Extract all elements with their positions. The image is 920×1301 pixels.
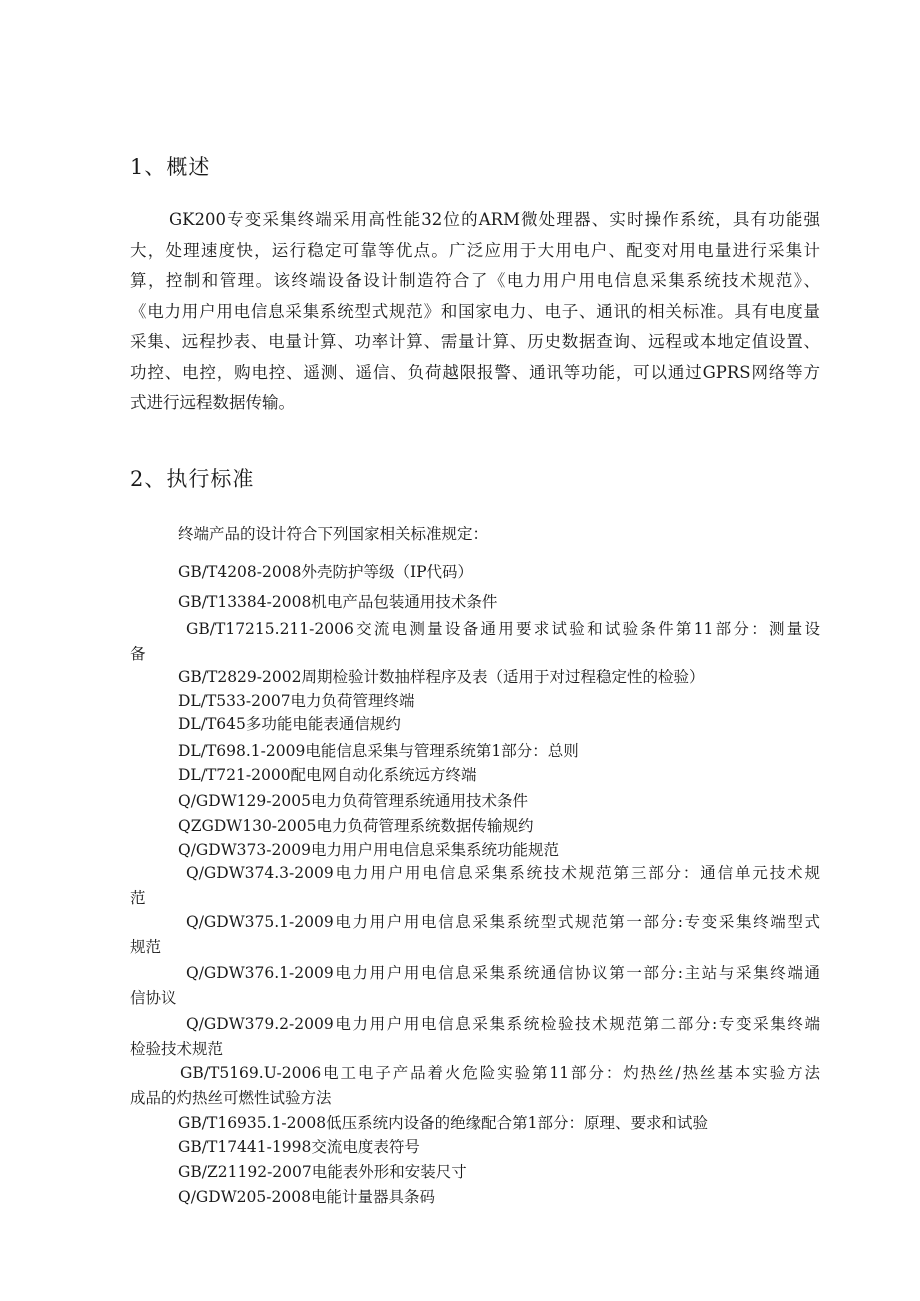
paragraph-line: GK200专变采集终端采用高性能32位的ARM微处理器、实时操作系统，具有功能强 bbox=[169, 210, 820, 229]
paragraph-line: 采集、远程抄表、电量计算、功率计算、需量计算、历史数据查询、远程或本地定值设置、 bbox=[130, 332, 820, 351]
standard-item-line: Q/GDW376.1-2009电力用户用电信息采集系统通信协议第一部分:主站与采集终端通 bbox=[186, 964, 820, 982]
standard-item: GB/Z21192-2007电能表外形和安装尺寸 bbox=[178, 1163, 467, 1181]
paragraph-line: 大，处理速度快，运行稳定可靠等优点。广泛应用于大用电户、配变对用电量进行采集计 bbox=[130, 240, 820, 260]
standard-item-line: Q/GDW374.3-2009电力用户用电信息采集系统技术规范第三部分：通信单元技术规 bbox=[186, 864, 820, 882]
standard-item-wrapped bbox=[130, 910, 820, 959]
section-1-heading: 1、概述 bbox=[130, 155, 211, 179]
paragraph-line: 式进行远程数据传输。 bbox=[130, 393, 295, 412]
paragraph-line: 《电力用户用电信息采集系统型式规范》和国家电力、电子、通讯的相关标准。具有电度量 bbox=[130, 301, 820, 321]
standard-item-line: 范 bbox=[130, 888, 146, 907]
standard-item: Q/GDW205-2008电能计量器具条码 bbox=[178, 1188, 435, 1206]
standard-item: DL/T721-2000配电网自动化系统远方终端 bbox=[178, 766, 477, 784]
standard-item: DL/T645多功能电能表通信规约 bbox=[178, 715, 401, 733]
standard-item-wrapped bbox=[130, 961, 820, 1010]
standard-item: Q/GDW373-2009电力用户用电信息采集系统功能规范 bbox=[178, 841, 559, 859]
standard-item-line: GB/T5169.U-2006电工电子产品着火危险实验第11部分：灼热丝/热丝基本实验方法 bbox=[180, 1064, 820, 1082]
standard-item-line: 检验技术规范 bbox=[130, 1039, 224, 1058]
standard-item-line: 成品的灼热丝可燃性试验方法 bbox=[130, 1088, 332, 1107]
standard-item: QZGDW130-2005电力负荷管理系统数据传输规约 bbox=[178, 817, 534, 835]
standard-item: GB/T16935.1-2008低压系统内设备的绝缘配合第1部分：原理、要求和试验 bbox=[178, 1114, 708, 1132]
standard-item-wrapped bbox=[130, 1012, 820, 1061]
standard-item: GB/T4208-2008外壳防护等级（IP代码） bbox=[178, 563, 474, 581]
standard-item: GB/T17441-1998交流电度表符号 bbox=[178, 1138, 420, 1156]
standard-item-line: 规范 bbox=[130, 937, 162, 956]
standards-intro: 终端产品的设计符合下列国家相关标准规定： bbox=[178, 525, 489, 543]
section-2-heading: 2、执行标准 bbox=[130, 467, 255, 491]
standard-item: GB/T2829-2002周期检验计数抽样程序及表（适用于对过程稳定性的检验） bbox=[178, 668, 705, 686]
section-1-paragraph bbox=[130, 205, 820, 419]
standard-item: DL/T698.1-2009电能信息采集与管理系统第1部分：总则 bbox=[178, 742, 579, 760]
standard-item: DL/T533-2007电力负荷管理终端 bbox=[178, 692, 415, 710]
standard-item: GB/T13384-2008机电产品包装通用技术条件 bbox=[178, 593, 498, 611]
standard-item-wrapped bbox=[130, 617, 820, 666]
standard-item-wrapped bbox=[130, 861, 820, 910]
standard-item-line: 备 bbox=[130, 644, 146, 663]
paragraph-line: 功控、电控，购电控、遥测、遥信、负荷越限报警、通讯等功能，可以通过GPRS网络等方 bbox=[130, 362, 820, 382]
standard-item-line: GB/T17215.211-2006交流电测量设备通用要求试验和试验条件第11部分：测量设 bbox=[186, 620, 820, 638]
paragraph-line: 算，控制和管理。该终端设备设计制造符合了《电力用户用电信息采集系统技术规范》、 bbox=[130, 271, 820, 290]
standard-item-line: 信协议 bbox=[130, 988, 177, 1007]
standard-item: Q/GDW129-2005电力负荷管理系统通用技术条件 bbox=[178, 792, 528, 810]
standard-item-line: Q/GDW375.1-2009电力用户用电信息采集系统型式规范第一部分:专变采集终端型式 bbox=[186, 913, 820, 931]
standard-item-line: Q/GDW379.2-2009电力用户用电信息采集系统检验技术规范第二部分:专变采集终端 bbox=[186, 1015, 820, 1033]
standard-item-wrapped bbox=[130, 1061, 820, 1110]
